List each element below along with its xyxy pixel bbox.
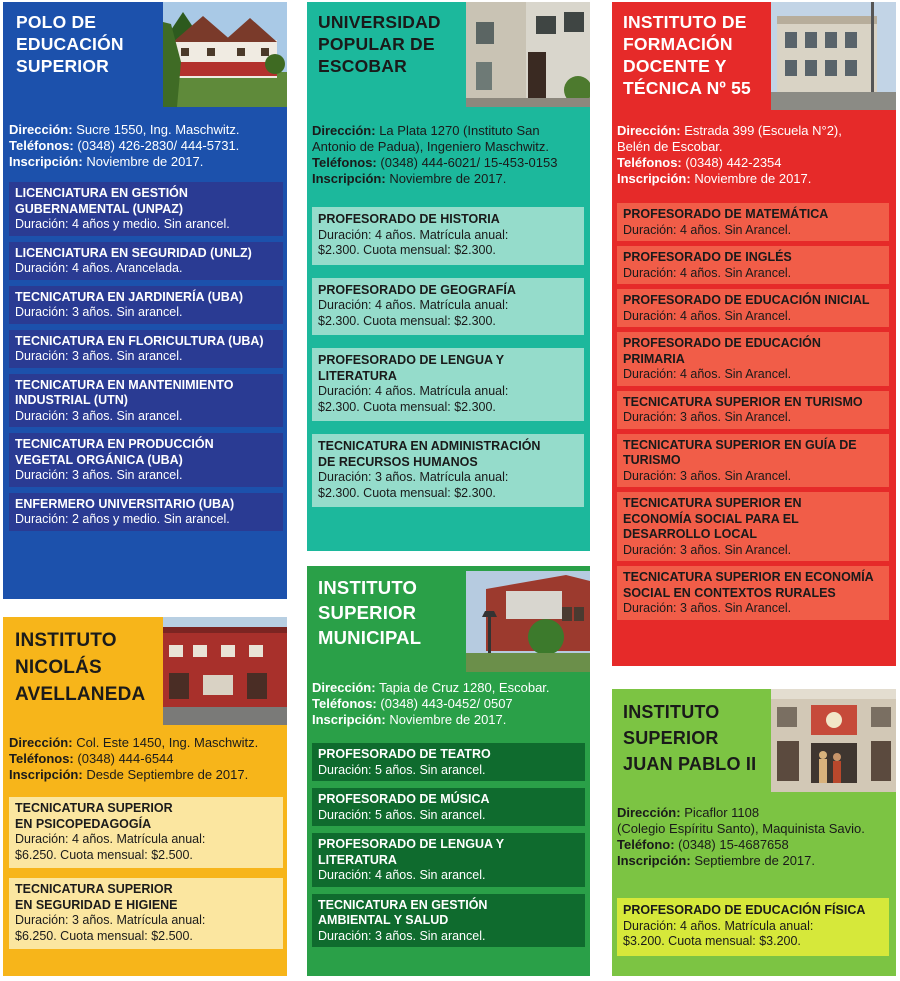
polo-direccion: Sucre 1550, Ing. Maschwitz. [76,122,240,137]
instituto-superior-municipal-box [307,566,590,976]
label-inscripcion: Inscripción: [9,154,83,169]
jp2-title: INSTITUTO SUPERIOR JUAN PABLO II [623,702,757,774]
ism-career-list [312,743,585,947]
career-item: PROFESORADO DE EDUCACIÓN INICIAL Duración: 4 años. Sin Arancel. [617,289,889,327]
career-item: PROFESORADO DE EDUCACIÓN FÍSICA Duración: 4 años. Matrícula anual: $3.200. Cuota mensual: $3.200. [617,898,889,956]
ism-direccion: Tapia de Cruz 1280, Escobar. [378,680,550,695]
avellaneda-info: Dirección: Col. Este 1450, Ing. Maschwitz. Teléfonos: (0348) 444-6544 Inscripción: Desde Septiembre de 2017. [9,735,259,782]
career-item: LICENCIATURA EN GESTIÓN GUBERNAMENTAL (UNPAZ) Duración: 4 años y medio. Sin arancel. [9,182,283,236]
career-item: TECNICATURA SUPERIOR EN GUÍA DE TURISMO Duración: 3 años. Sin Arancel. [617,434,889,488]
career-item: PROFESORADO DE MÚSICA Duración: 5 años. Sin arancel. [312,788,585,826]
jp2-inscripcion: Septiembre de 2017. [694,853,816,868]
ism-telefonos: (0348) 443-0452/ 0507 [380,696,513,711]
career-item: PROFESORADO DE HISTORIA Duración: 4 años. Matrícula anual: $2.300. Cuota mensual: $2.300. [312,207,584,265]
upe-inscripcion: Noviembre de 2017. [389,171,507,186]
avellaneda-building-photo [163,617,287,725]
polo-info [9,122,285,170]
ism-inscripcion: Noviembre de 2017. [389,712,507,727]
ifdt-title: INSTITUTO DE FORMACIÓN DOCENTE Y TÉCNICA Nº 55 [623,12,751,98]
polo-title: POLO DE EDUCACIÓN SUPERIOR [16,12,124,76]
avellaneda-career-list [9,797,283,949]
ifdt-building-photo [771,2,896,110]
jp2-building-photo [771,689,896,792]
career-item: PROFESORADO DE LENGUA Y LITERATURA Duración: 4 años. Matrícula anual: $2.300. Cuota mensual: $2.300. [312,348,584,421]
polo-building-photo [163,2,287,107]
career-item: LICENCIATURA EN SEGURIDAD (UNLZ) Duración: 4 años. Arancelada. [9,242,283,280]
label-direccion: Dirección: [9,122,73,137]
avellaneda-inscripcion: Desde Septiembre de 2017. [86,767,249,782]
career-item: TECNICATURA SUPERIOR EN ECONOMÍA SOCIAL PARA EL DESARROLLO LOCAL Duración: 3 años. Sin Arancel. [617,492,889,561]
avellaneda-telefonos: (0348) 444-6544 [77,751,174,766]
career-item: PROFESORADO DE MATEMÁTICA Duración: 4 años. Sin Arancel. [617,203,889,241]
upe-building-photo [466,2,590,107]
upe-telefonos: (0348) 444-6021/ 15-453-0153 [380,155,558,170]
jp2-info: Dirección: Picaflor 1108 (Colegio Espíritu Santo), Maquinista Savio. Teléfono: (0348) 15-4687658 Inscripción: Septiembre de 2017. [617,805,893,869]
career-item: PROFESORADO DE INGLÉS Duración: 4 años. Sin Arancel. [617,246,889,284]
ism-title: INSTITUTO SUPERIOR MUNICIPAL [318,577,422,648]
career-item: TECNICATURA EN PRODUCCIÓN VEGETAL ORGÁNICA (UBA) Duración: 3 años. Sin arancel. [9,433,283,487]
jp2-direccion-line-1: Picaflor 1108 [684,805,760,820]
polo-career-list [9,182,283,531]
upe-career-list [312,207,584,507]
label-telefono: Teléfono: [617,837,675,852]
career-item: TECNICATURA SUPERIOR EN PSICOPEDAGOGÍA Duración: 4 años. Matrícula anual: $6.250. Cuota mensual: $2.500. [9,797,283,868]
polo-educacion-superior-box [3,2,287,599]
ifdt-direccion-line-2: Belén de Escobar. [617,139,723,154]
career-item: TECNICATURA SUPERIOR EN SEGURIDAD E HIGIENE Duración: 3 años. Matrícula anual: $6.250. Cuota mensual: $2.500. [9,878,283,949]
career-item: PROFESORADO DE LENGUA Y LITERATURA Duración: 4 años. Sin arancel. [312,833,585,887]
upe-direccion-line-1: La Plata 1270 (Instituto San [379,123,540,138]
career-item: TECNICATURA SUPERIOR EN TURISMO Duración: 3 años. Sin Arancel. [617,391,889,429]
avellaneda-direccion: Col. Este 1450, Ing. Maschwitz. [76,735,259,750]
upe-info: Dirección: La Plata 1270 (Instituto San Antonio de Padua), Ingeniero Maschwitz. Teléfonos: (0348) 444-6021/ 15-453-0153 Inscripción: Noviembre de 2017. [312,123,588,187]
upe-direccion-line-2: Antonio de Padua), Ingeniero Maschwitz. [312,139,550,154]
universidad-popular-escobar-box [307,2,590,551]
ifdt-info: Dirección: Estrada 399 (Escuela N°2), Belén de Escobar. Teléfonos: (0348) 442-2354 Inscripción: Noviembre de 2017. [617,123,893,187]
instituto-juan-pablo-ii-box [612,689,896,976]
career-item: TECNICATURA EN ADMINISTRACIÓN DE RECURSOS HUMANOS Duración: 3 años. Matrícula anual: $2.300. Cuota mensual: $2.300. [312,434,584,507]
career-item: PROFESORADO DE EDUCACIÓN PRIMARIA Duración: 4 años. Sin Arancel. [617,332,889,386]
polo-inscripcion: Noviembre de 2017. [86,154,204,169]
career-item: TECNICATURA EN GESTIÓN AMBIENTAL Y SALUD Duración: 3 años. Sin arancel. [312,894,585,948]
jp2-direccion-line-2: (Colegio Espíritu Santo), Maquinista Savio. [617,821,865,836]
instituto-avellaneda-box [3,617,287,976]
career-item: PROFESORADO DE TEATRO Duración: 5 años. Sin arancel. [312,743,585,781]
career-item: TECNICATURA SUPERIOR EN ECONOMÍA SOCIAL EN CONTEXTOS RURALES Duración: 3 años. Sin Arancel. [617,566,889,620]
ifdt-inscripcion: Noviembre de 2017. [694,171,812,186]
polo-telefonos: (0348) 426-2830/ 444-5731. [77,138,240,153]
ifdt-telefonos: (0348) 442-2354 [685,155,782,170]
avellaneda-title: INSTITUTO NICOLÁS AVELLANEDA [15,630,146,705]
instituto-formacion-docente-box [612,2,896,666]
career-item: ENFERMERO UNIVERSITARIO (UBA) Duración: 2 años y medio. Sin arancel. [9,493,283,531]
upe-title: UNIVERSIDAD POPULAR DE ESCOBAR [318,12,441,76]
jp2-career-list [617,898,889,956]
ifdt-career-list [617,203,889,620]
ifdt-direccion-line-1: Estrada 399 (Escuela N°2), [684,123,842,138]
career-item: TECNICATURA EN MANTENIMIENTO INDUSTRIAL (UTN) Duración: 3 años. Sin arancel. [9,374,283,428]
jp2-telefono: (0348) 15-4687658 [678,837,789,852]
career-item: TECNICATURA EN FLORICULTURA (UBA) Duración: 3 años. Sin arancel. [9,330,283,368]
ism-building-photo [466,571,590,672]
ism-info: Dirección: Tapia de Cruz 1280, Escobar. Teléfonos: (0348) 443-0452/ 0507 Inscripción: Noviembre de 2017. [312,680,550,727]
career-item: PROFESORADO DE GEOGRAFÍA Duración: 4 años. Matrícula anual: $2.300. Cuota mensual: $2.300. [312,278,584,336]
career-item: TECNICATURA EN JARDINERÍA (UBA) Duración: 3 años. Sin arancel. [9,286,283,324]
label-telefonos: Teléfonos: [9,138,74,153]
